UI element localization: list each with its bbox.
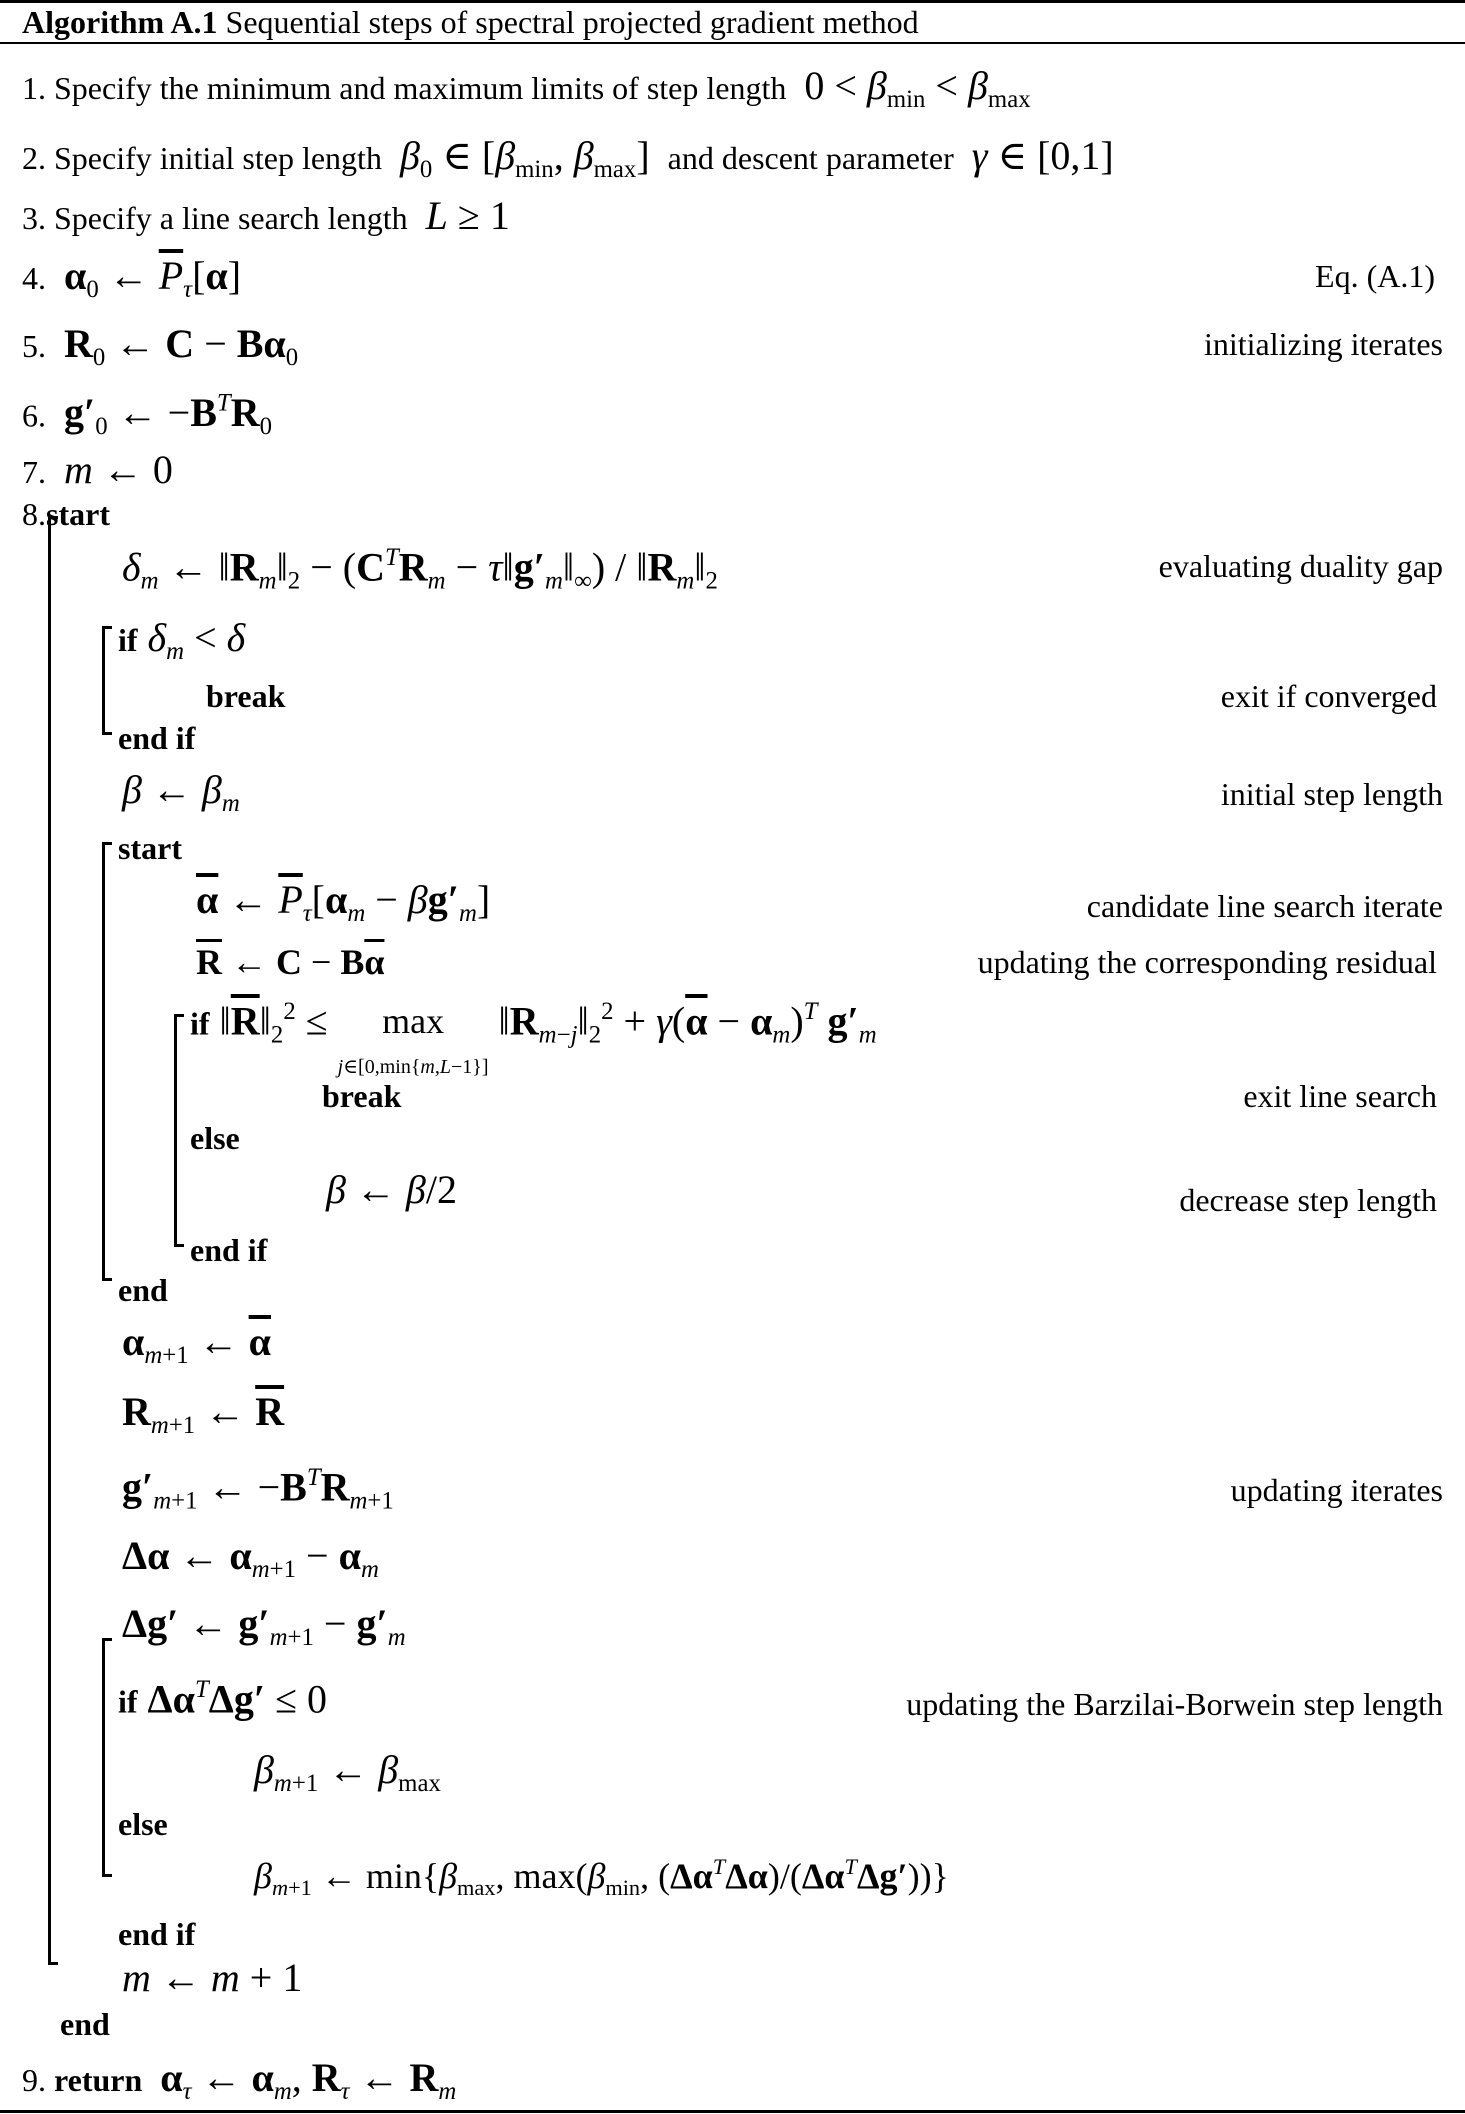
algorithm-caption <box>22 6 919 38</box>
armijo-if-bracket-top <box>174 1014 184 1017</box>
outer-bracket-top <box>48 516 58 519</box>
armijo-if-keyword: if <box>190 1005 210 1042</box>
step-3 <box>22 193 510 238</box>
armijo-condition-line: if $‖\overline{R}‖_2^2 \le \max$ j∈[0,min{m,L−1}] $‖R_{m-j}‖_2^2 + \gamma(\overline{\alpha} - \alpha_m)^T$ $g'_m$ <box>190 998 877 1078</box>
residual-line: $\overline{R}$ ← $C - B\overline{\alpha}$ <box>196 942 385 982</box>
bb-condition-line: if $\Delta\alpha^T\Delta g' \le 0$ <box>118 1676 328 1722</box>
g-update-line: $g'_{m+1}$ ← $-B^TR_{m+1}$ <box>122 1464 394 1515</box>
annotation-bb-step: updating the Barzilai-Borwein step length <box>906 1686 1443 1722</box>
step-9 <box>22 2055 457 2105</box>
end-if-converged: end if <box>118 720 196 756</box>
step-6 <box>22 392 272 440</box>
step-1 <box>22 63 1031 113</box>
if-converged-line: if $\delta_m < \delta$ <box>118 615 246 665</box>
step-9-math: $\alpha_\tau$ ← $\alpha_m$, $R_\tau$ ← $R_m$ <box>160 2055 457 2105</box>
annotation-initial-step: initial step length <box>1220 776 1443 812</box>
step-7-math: m ← 0 <box>64 447 173 492</box>
return-keyword: return <box>54 2062 143 2098</box>
halve-step-line: β ← β/2 <box>326 1167 457 1212</box>
end-if-bb: end if <box>118 1916 196 1952</box>
top-rule <box>0 0 1465 3</box>
duality-gap-line: $\delta_m$ ← $‖R_m‖_2 - (C^TR_m$ − $\tau‖g'_m‖_\infty$) / $‖R_m‖_2$ <box>122 544 718 595</box>
line-search-bracket <box>102 842 105 1280</box>
step-3-text: 3. Specify a line search length <box>22 200 408 236</box>
annotation-exit-line-search: exit line search <box>1243 1078 1437 1114</box>
step-8 <box>22 498 110 530</box>
if-converged-bracket-top <box>102 626 112 629</box>
delta-alpha-line: Δα ← $\alpha_{m+1} - \alpha_m$ <box>122 1533 379 1583</box>
increment-m-line: m ← m + 1 <box>122 1955 303 2000</box>
bb-formula-line: $\beta_{m+1}$ ← $\min\{\beta_{max}$, $\max(\beta_{min}$, $(\Delta\alpha^T\Delta\alpha)/(\Delta\alpha^T\Delta g')$)} <box>254 1854 949 1900</box>
step-4-number: 4. <box>22 260 46 296</box>
annotation-update-residual: updating the corresponding residual <box>977 944 1437 980</box>
step-3-math: L ≥ 1 <box>425 193 510 238</box>
step-5-math: $R_0$ ← $C - B\alpha_0$ <box>64 321 299 371</box>
step-2-text-b: and descent parameter <box>667 140 954 176</box>
line-search-end: end <box>118 1272 168 1308</box>
delta-g-line: Δg′ ← $g'_{m+1} - g'_m$ <box>122 1601 406 1651</box>
step-1-text: 1. Specify the minimum and maximum limits of step length <box>22 70 787 106</box>
annotation-decrease-step: decrease step length <box>1179 1182 1437 1218</box>
else-line-search: else <box>190 1120 240 1156</box>
bb-bracket <box>102 1638 105 1876</box>
annotation-duality-gap: evaluating duality gap <box>1158 548 1443 584</box>
annotation-init-iterates: initializing iterates <box>1203 326 1443 362</box>
step-2-math-b: γ ∈ [0,1] <box>971 133 1114 178</box>
candidate-line: $\overline{\alpha}$ ← $\overline{P}_\tau[\alpha_m - \beta g'_m]$ <box>196 877 491 927</box>
outer-end: end <box>60 2006 110 2042</box>
step-9-number: 9. <box>22 2062 46 2098</box>
line-search-start: start <box>118 830 182 866</box>
algorithm-title: Sequential steps of spectral projected gradient method <box>225 4 919 40</box>
algorithm-label: Algorithm A.1 <box>22 4 218 40</box>
line-search-bracket-bottom <box>102 1278 112 1281</box>
line-search-bracket-top <box>102 842 112 845</box>
step-7-number: 7. <box>22 454 46 490</box>
beta-max-line: $\beta_{m+1}$ ← $\beta_{max}$ <box>254 1747 441 1797</box>
annotation-updating-iterates: updating iterates <box>1230 1472 1443 1508</box>
header-rule <box>0 42 1465 44</box>
step-6-math: $g'_0$ ← $-B^TR_0$ <box>64 390 272 441</box>
step-2-text-a: 2. Specify initial step length <box>22 140 382 176</box>
bb-if-keyword: if <box>118 1683 138 1720</box>
alpha-update-line: $\alpha_{m+1}$ ← $\overline{\alpha}$ <box>122 1319 271 1369</box>
step-1-math: $0 < \beta_{min} < \beta_{max}$ <box>794 63 1031 113</box>
step-8-number: 8. <box>22 496 46 532</box>
bb-bracket-bottom <box>102 1874 112 1877</box>
step-2 <box>22 133 1114 183</box>
armijo-if-bracket-bottom <box>174 1244 184 1247</box>
step-4 <box>22 253 242 303</box>
if-converged-bracket <box>102 626 105 734</box>
outer-loop-bracket <box>48 516 51 1964</box>
bottom-rule <box>0 2110 1465 2113</box>
step-2-math-a: $\beta_0$ ∈ [$\beta_{min}$, $\beta_{max}$] <box>399 133 660 183</box>
if-converged-bracket-bottom <box>102 732 112 735</box>
else-bb: else <box>118 1806 168 1842</box>
r-update-line: $R_{m+1}$ ← $\overline{R}$ <box>122 1389 285 1439</box>
annotation-candidate: candidate line search iterate <box>1086 888 1443 924</box>
step-5-number: 5. <box>22 328 46 364</box>
initial-step-line: β ← $\beta_m$ <box>122 767 240 817</box>
if-keyword: if <box>118 622 138 658</box>
step-5 <box>22 321 299 371</box>
end-if-armijo: end if <box>190 1232 268 1268</box>
annotation-eq-ref: Eq. (A.1) <box>1315 258 1435 294</box>
step-4-math: $\alpha_0$ ← $\overline{P}_\tau[\alpha]$ <box>64 253 242 303</box>
step-7 <box>22 447 173 492</box>
bb-bracket-top <box>102 1638 112 1641</box>
outer-start-keyword: start <box>46 496 110 532</box>
break-line-search: break <box>322 1078 402 1114</box>
outer-bracket-bottom <box>48 1962 58 1965</box>
step-6-number: 6. <box>22 397 46 434</box>
armijo-if-bracket <box>174 1014 177 1246</box>
annotation-exit-converged: exit if converged <box>1220 678 1437 714</box>
break-converged: break <box>206 678 286 714</box>
